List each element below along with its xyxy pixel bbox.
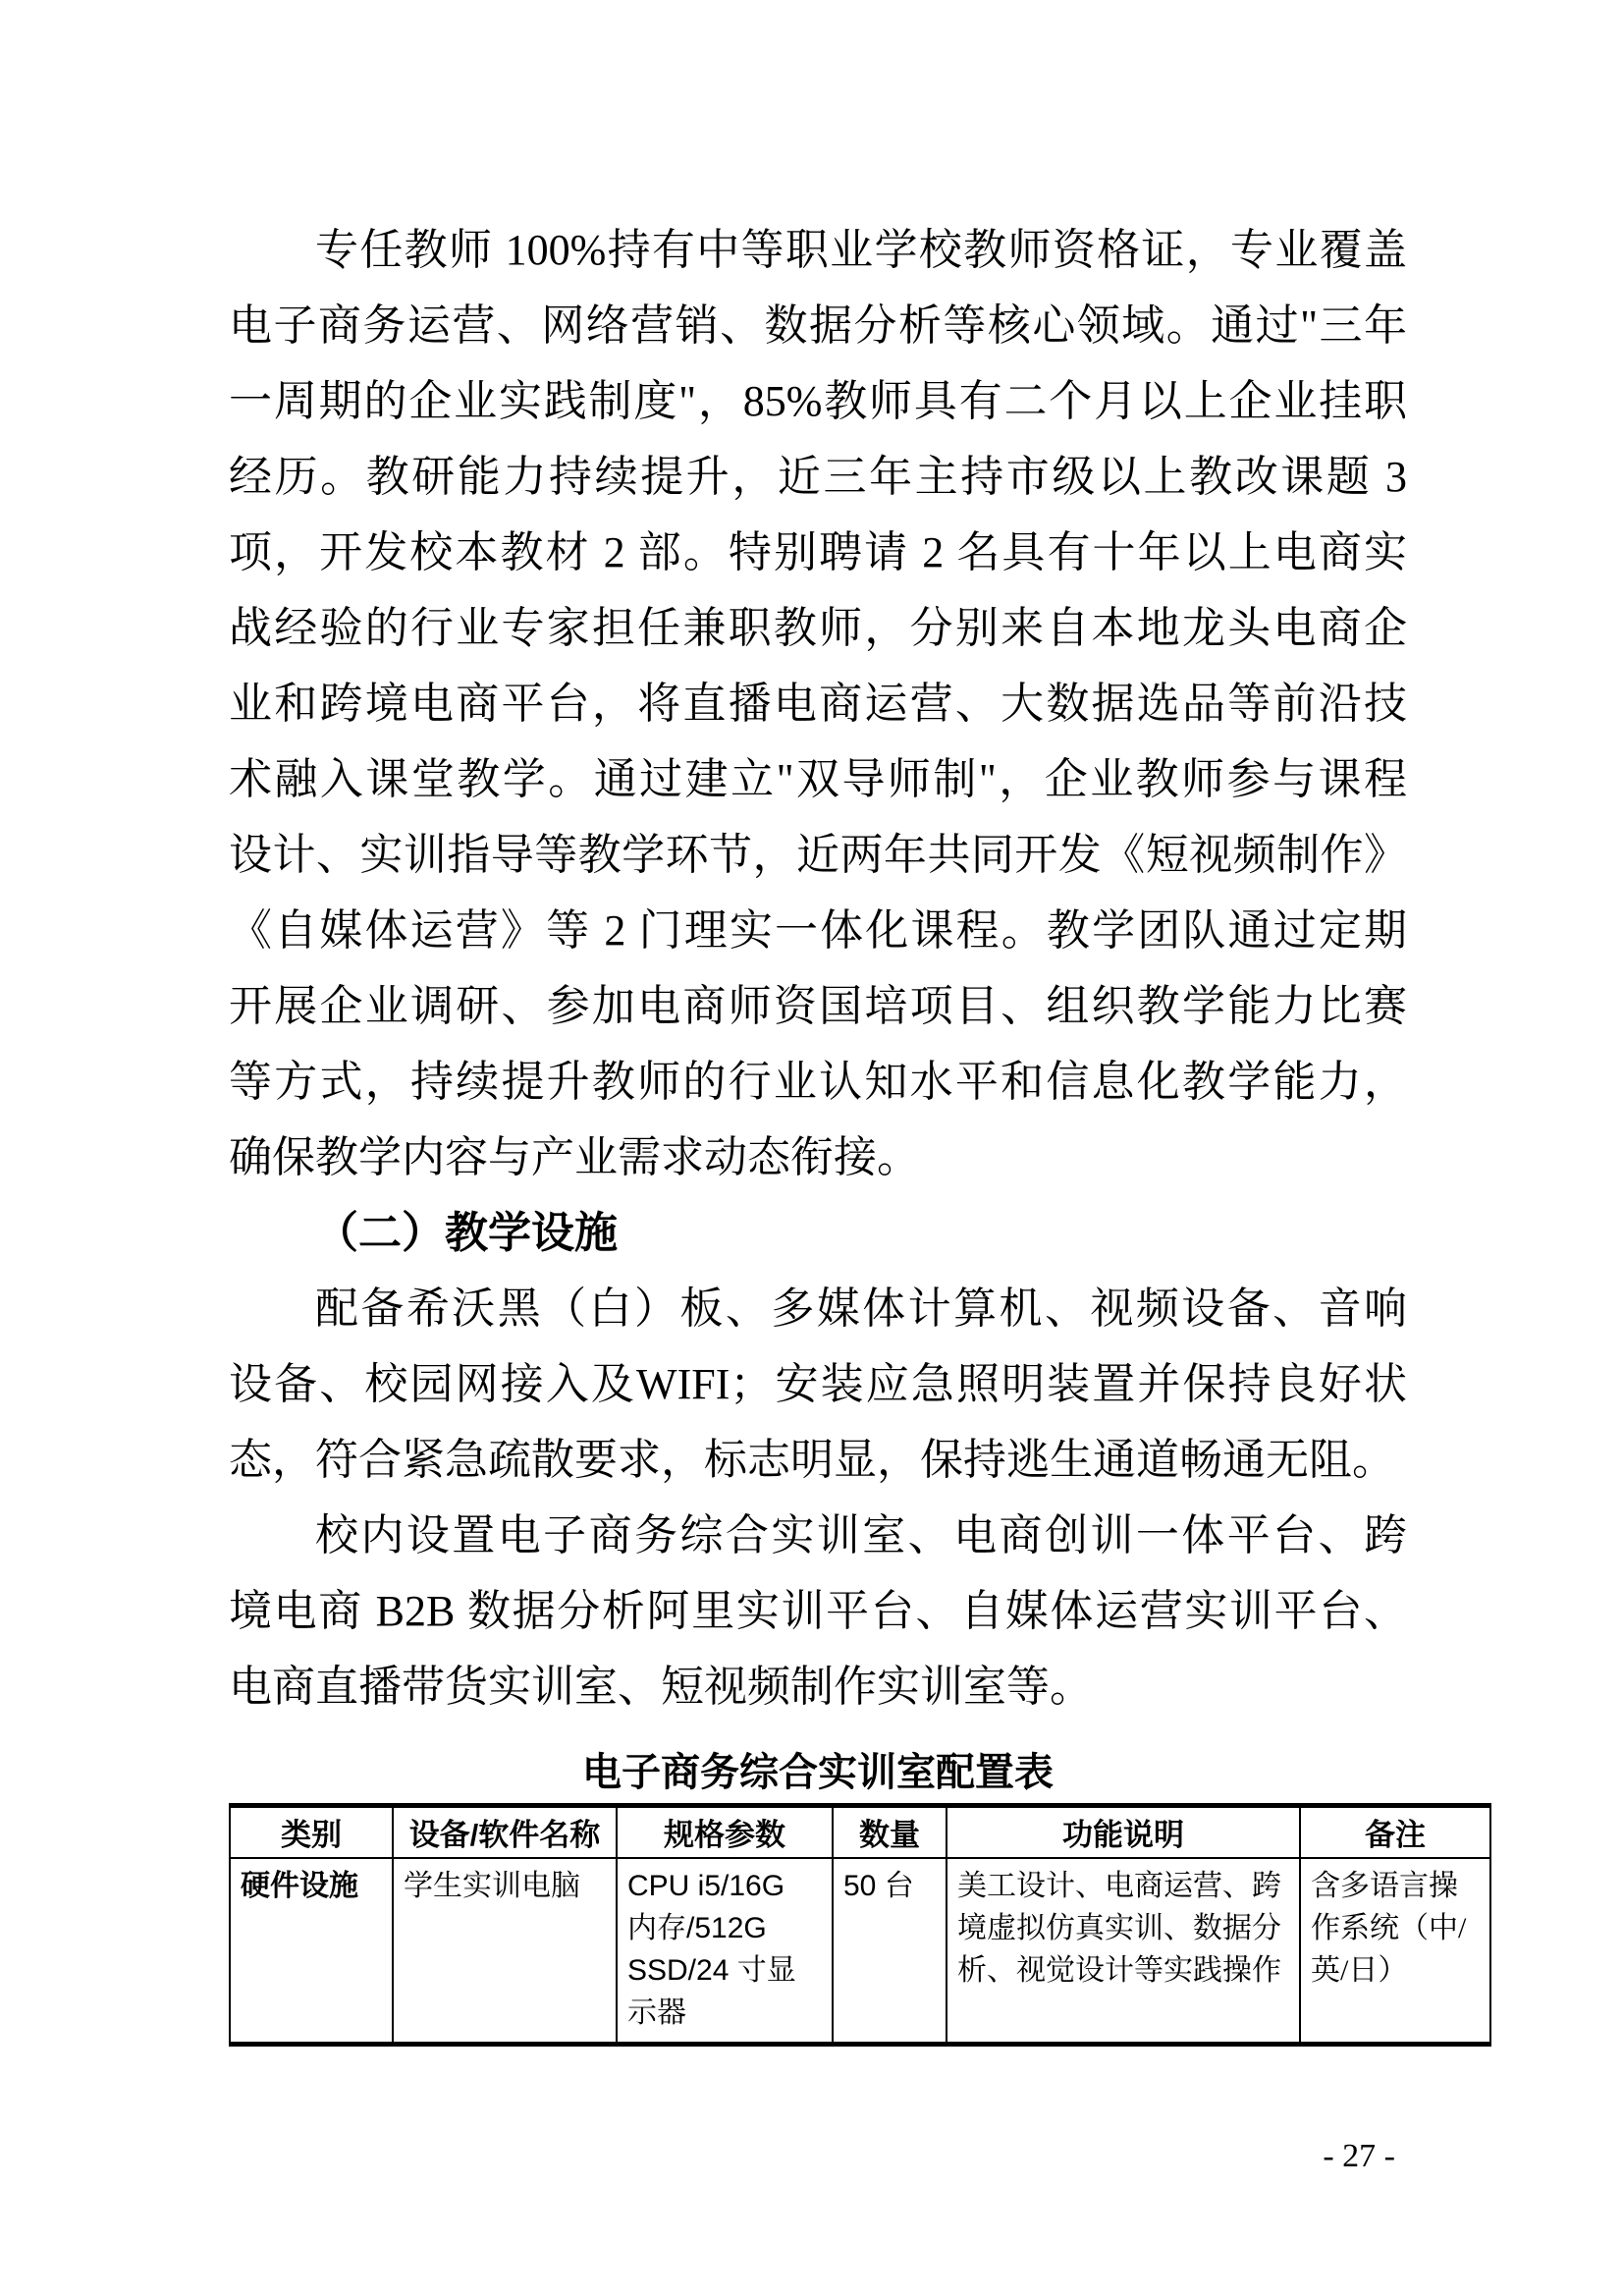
cell-quantity: 50 台 [833, 1858, 947, 2045]
text-line: 电子商务运营、网络营销、数据分析等核心领域。通过"三年 [229, 301, 1407, 350]
text-line: 经历。教研能力持续提升，近三年主持市级以上教改课题 3 [229, 453, 1407, 501]
config-table [229, 1803, 1491, 2047]
text-line: 开展企业调研、参加电商师资国培项目、组织教学能力比赛 [229, 982, 1407, 1030]
text-line: 设备、校园网接入及WIFI；安装应急照明装置并保持良好状 [229, 1360, 1407, 1408]
page-number: - 27 - [1323, 2138, 1395, 2174]
text-line: 业和跨境电商平台，将直播电商运营、大数据选品等前沿技 [229, 680, 1407, 728]
cell-device-name: 学生实训电脑 [393, 1858, 617, 2045]
text-block [229, 212, 1467, 2047]
text-line: 一周期的企业实践制度"，85%教师具有二个月以上企业挂职 [229, 377, 1407, 425]
cell-spec: CPU i5/16G 内存/512G SSD/24 寸显示器 [617, 1858, 833, 2045]
text-line: 态，符合紧急疏散要求，标志明显，保持逃生通道畅通无阻。 [229, 1436, 1395, 1484]
column-header-note: 备注 [1300, 1806, 1490, 1858]
text-line: 专任教师 100%持有中等职业学校教师资格证，专业覆盖 [315, 226, 1407, 274]
text-line: 境电商 B2B 数据分析阿里实训平台、自媒体运营实训平台、 [229, 1587, 1407, 1635]
text-line: 确保教学内容与产业需求动态衔接。 [229, 1133, 920, 1181]
paragraph-teaching-staff [229, 212, 1407, 1195]
text-line: 配备希沃黑（白）板、多媒体计算机、视频设备、音响 [315, 1285, 1407, 1333]
cell-note: 含多语言操作系统（中/英/日） [1300, 1858, 1490, 2045]
column-header-quantity: 数量 [833, 1806, 947, 1858]
paragraph-training-rooms [229, 1498, 1407, 1724]
text-line: 项，开发校本教材 2 部。特别聘请 2 名具有十年以上电商实 [229, 528, 1407, 576]
column-header-function: 功能说明 [947, 1806, 1300, 1858]
text-line: 校内设置电子商务综合实训室、电商创训一体平台、跨 [315, 1511, 1407, 1559]
table-title: 电子商务综合实训室配置表 [582, 1751, 1054, 1794]
paragraph-facilities [229, 1271, 1407, 1498]
text-line: 设计、实训指导等教学环节，近两年共同开发《短视频制作》 [229, 831, 1407, 879]
column-header-device-name: 设备/软件名称 [393, 1806, 617, 1858]
cell-function: 美工设计、电商运营、跨境虚拟仿真实训、数据分析、视觉设计等实践操作 [947, 1858, 1300, 2045]
text-line: 术融入课堂教学。通过建立"双导师制"，企业教师参与课程 [229, 755, 1407, 803]
table-header-row [230, 1806, 1490, 1858]
text-line: 《自媒体运营》等 2 门理实一体化课程。教学团队通过定期 [229, 906, 1407, 955]
column-header-category: 类别 [230, 1806, 393, 1858]
column-header-spec: 规格参数 [617, 1806, 833, 1858]
cell-category: 硬件设施 [230, 1858, 393, 2045]
text-line: 战经验的行业专家担任兼职教师，分别来自本地龙头电商企 [229, 604, 1407, 652]
text-line: 电商直播带货实训室、短视频制作实训室等。 [229, 1663, 1093, 1711]
section-heading: （二）教学设施 [315, 1209, 618, 1257]
text-line: 等方式，持续提升教师的行业认知水平和信息化教学能力， [229, 1058, 1407, 1106]
table-row [230, 1858, 1490, 2045]
